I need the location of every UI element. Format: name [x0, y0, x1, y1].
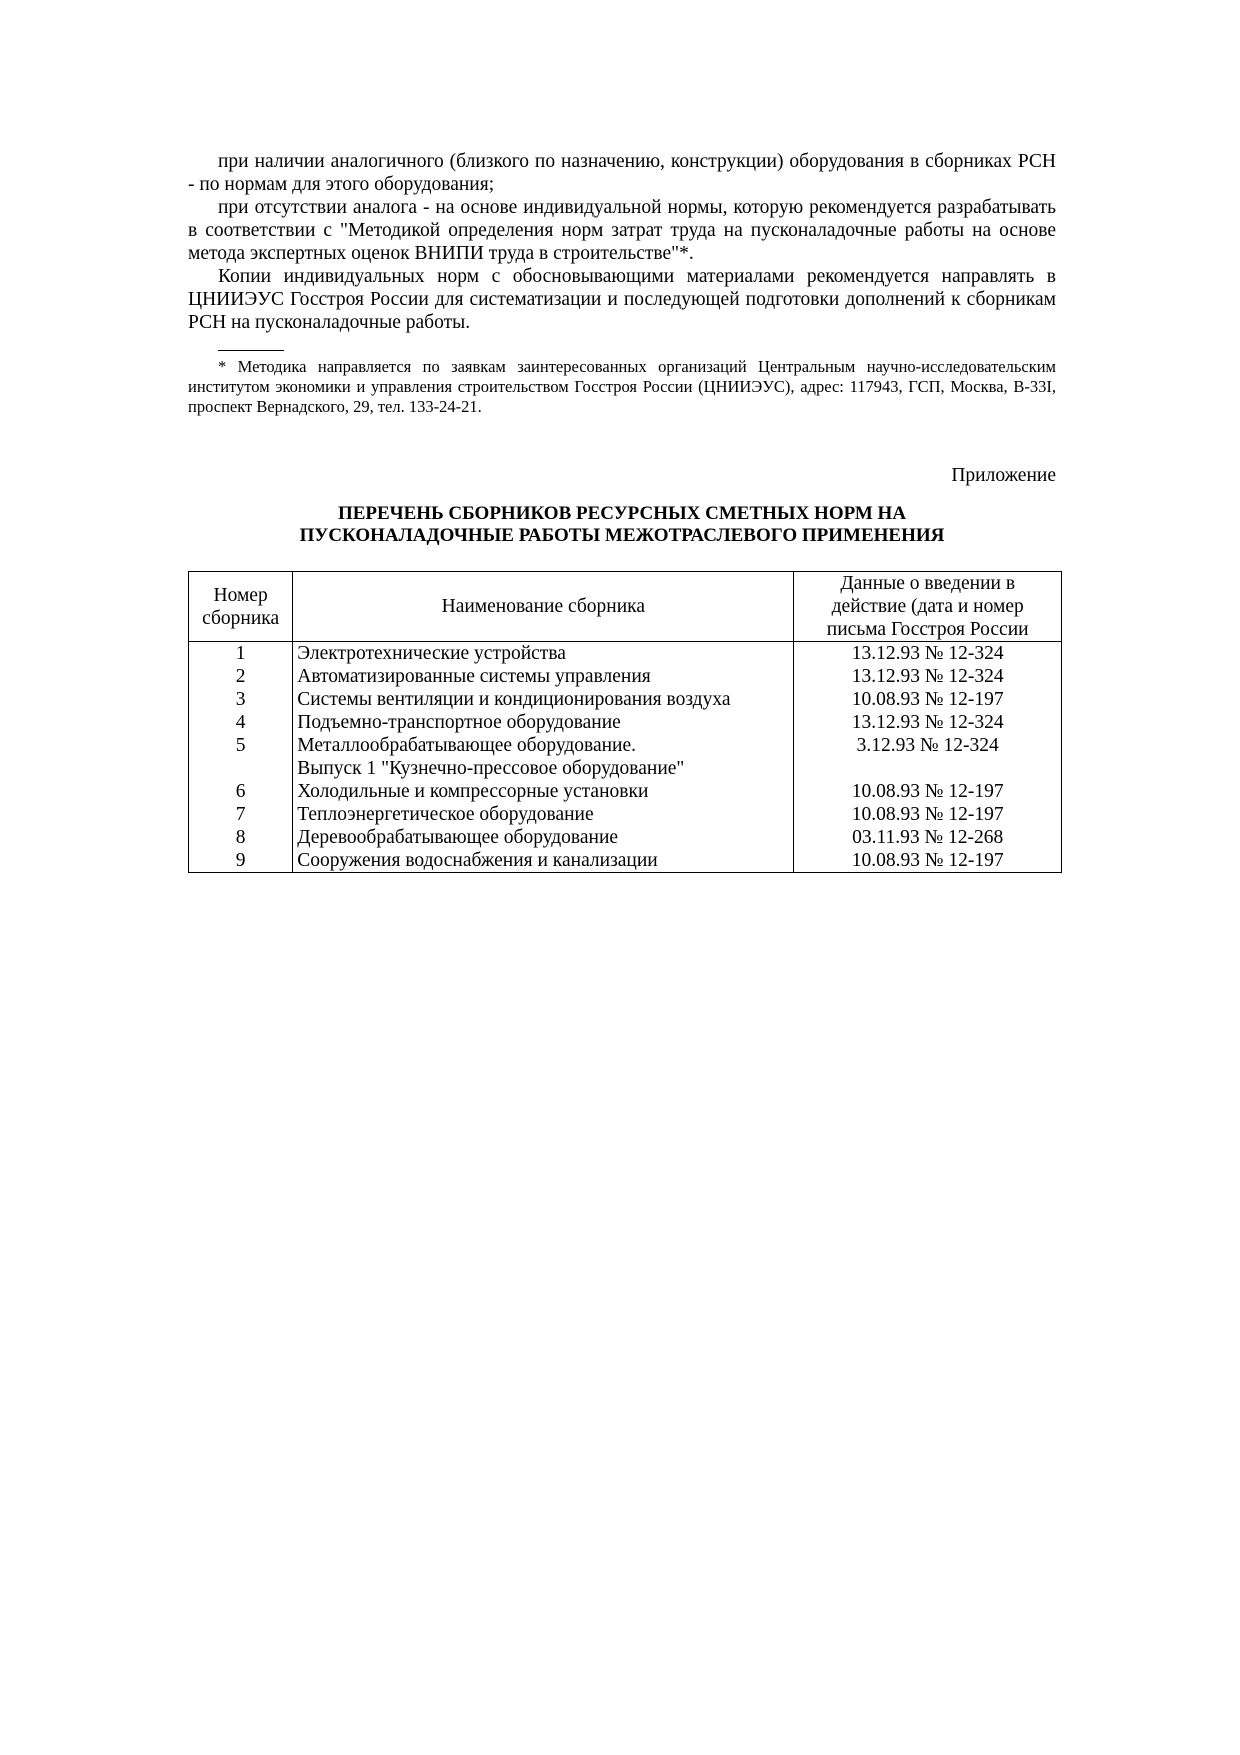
- table-row: [189, 642, 1062, 666]
- row-name-text: Автоматизированные системы управления: [297, 666, 651, 687]
- row-date: 13.12.93 № 12-324: [794, 711, 1062, 734]
- row-name: [293, 826, 794, 849]
- row-number: 1: [189, 642, 293, 666]
- header-number: [189, 572, 293, 642]
- header-date-line-3: письма Госстроя России: [826, 619, 1029, 640]
- header-number-line-2: сборника: [202, 607, 280, 629]
- header-date-line-2: действие (дата и номер: [831, 596, 1024, 617]
- row-name-text: Выпуск 1 "Кузнечно-прессовое оборудование": [297, 758, 685, 779]
- row-date: 13.12.93 № 12-324: [794, 642, 1062, 666]
- row-name: [293, 711, 794, 734]
- footnote-divider: [218, 350, 284, 351]
- row-name-text: Теплоэнергетическое оборудование: [297, 804, 594, 825]
- paragraph-copies: Копии индивидуальных норм с обосновывающими материалами рекомендуется направлять в ЦНИИЭУС Госстроя России для систематизации и последующей подготовки дополнений к сборникам РСН на пусконаладочные работы.: [188, 266, 1056, 333]
- table-row: [189, 849, 1062, 873]
- title-line-2: ПУСКОНАЛАДОЧНЫЕ РАБОТЫ МЕЖОТРАСЛЕВОГО ПРИМЕНЕНИЯ: [299, 525, 945, 546]
- row-name: [293, 780, 794, 803]
- header-date-line-1: Данные о введении в: [840, 573, 1016, 594]
- row-date: [794, 757, 1062, 780]
- row-name-text: Деревообрабатывающее оборудование: [297, 827, 619, 848]
- row-date: 10.08.93 № 12-197: [794, 688, 1062, 711]
- document-title: [188, 503, 1056, 547]
- row-name: [293, 803, 794, 826]
- row-name: [293, 734, 794, 757]
- row-name: [293, 757, 794, 780]
- row-number: 4: [189, 711, 293, 734]
- row-name: [293, 688, 794, 711]
- row-name-text: Электротехнические устройства: [297, 643, 566, 664]
- header-date: [794, 572, 1062, 642]
- row-name: [293, 642, 794, 666]
- row-date: 10.08.93 № 12-197: [794, 803, 1062, 826]
- row-number: 3: [189, 688, 293, 711]
- table-row: [189, 711, 1062, 734]
- row-date: 3.12.93 № 12-324: [794, 734, 1062, 757]
- row-name-text: Сооружения водоснабжения и канализации: [297, 850, 658, 871]
- collections-table: [188, 571, 1062, 873]
- table-header-row: [189, 572, 1062, 642]
- row-date: 03.11.93 № 12-268: [794, 826, 1062, 849]
- header-name: Наименование сборника: [293, 572, 794, 642]
- header-number-line-1: Номер: [213, 584, 268, 606]
- row-number: 5: [189, 734, 293, 757]
- footnote: * Методика направляется по заявкам заинтересованных организаций Центральным научно-исследовательским институтом экономики и управления строительством Госстроя России (ЦНИИЭУС), адрес: 117943, ГСП, Москва, В-33I, проспект Вернадского, 29, тел. 133-24-21.: [188, 357, 1056, 416]
- paragraph-analog-absent: при отсутствии аналога - на основе индивидуальной нормы, которую рекомендуется разрабатывать в соответствии с "Методикой определения норм затрат труда на пусконаладочные работы на основе метода экспертных оценок ВНИПИ труда в строительстве"*.: [188, 197, 1056, 264]
- row-number: 6: [189, 780, 293, 803]
- appendix-label: Приложение: [951, 465, 1056, 486]
- row-name-text: Холодильные и компрессорные установки: [297, 781, 649, 802]
- table-row: [189, 734, 1062, 757]
- table-row: [189, 688, 1062, 711]
- row-number: [189, 757, 293, 780]
- row-date: 13.12.93 № 12-324: [794, 665, 1062, 688]
- row-name: [293, 849, 794, 873]
- row-number: 8: [189, 826, 293, 849]
- paragraph-analog-present: при наличии аналогичного (близкого по назначению, конструкции) оборудования в сборниках РСН - по нормам для этого оборудования;: [188, 151, 1056, 195]
- table-row: [189, 757, 1062, 780]
- row-name-text: Металлообрабатывающее оборудование.: [297, 735, 637, 756]
- row-name-text: Подъемно-транспортное оборудование: [297, 712, 621, 733]
- table-row: [189, 665, 1062, 688]
- row-name-text: Системы вентиляции и кондиционирования воздуха: [297, 689, 731, 710]
- row-number: 9: [189, 849, 293, 873]
- document-page: [188, 150, 1056, 873]
- row-date: 10.08.93 № 12-197: [794, 849, 1062, 873]
- title-line-1: ПЕРЕЧЕНЬ СБОРНИКОВ РЕСУРСНЫХ СМЕТНЫХ НОРМ НА: [337, 503, 907, 524]
- row-name: [293, 665, 794, 688]
- row-date: 10.08.93 № 12-197: [794, 780, 1062, 803]
- table-row: [189, 803, 1062, 826]
- table-row: [189, 826, 1062, 849]
- row-number: 2: [189, 665, 293, 688]
- row-number: 7: [189, 803, 293, 826]
- table-row: [189, 780, 1062, 803]
